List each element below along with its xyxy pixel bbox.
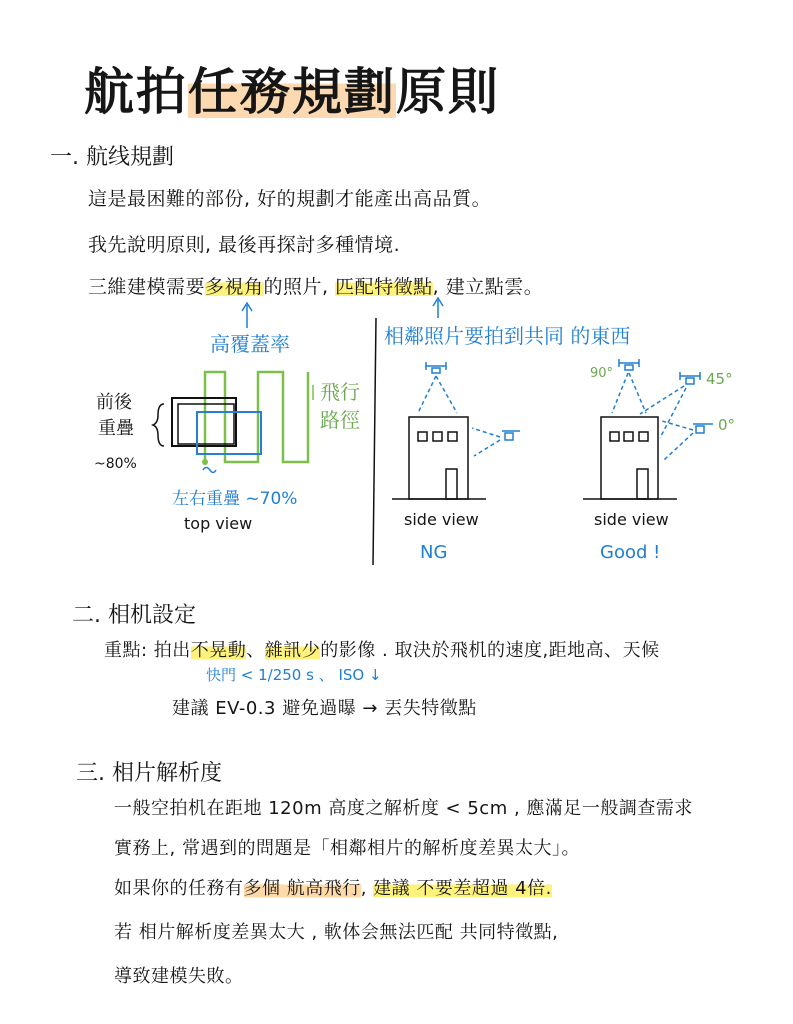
- highlight-max-4x: 建議 不要差超過 4倍.: [373, 878, 552, 899]
- highlight-low-noise: 雜訊少: [264, 640, 321, 661]
- side-view-right-label: side view: [594, 510, 669, 529]
- shutter-iso-note: 快門 < 1/250 s 、 ISO ↓: [206, 666, 382, 684]
- line1-pre: 拍出: [153, 640, 191, 661]
- line1-sep: 、: [246, 640, 265, 661]
- section3-line3: [114, 874, 552, 900]
- front-back-label-1: 前後: [96, 392, 132, 413]
- section3-line4: 若 相片解析度差異太大 , 軟体会無法匹配 共同特徵點,: [114, 922, 559, 943]
- overlap-label: 高覆蓋率: [210, 332, 290, 356]
- building-left: [409, 417, 468, 499]
- matching-label: 相鄰照片要拍到共同 的東西: [384, 324, 631, 348]
- line3-post: , 建立點雲。: [432, 276, 544, 298]
- drone-side-left-icon: [502, 431, 520, 440]
- section3-line2: 實務上, 常遇到的問題是「相鄰相片的解析度差異太大」。: [114, 838, 580, 859]
- section2-suggestion: 建議 EV-0.3 避免過曝 → 丟失特徵點: [172, 698, 477, 719]
- photo-frame-3: [197, 412, 261, 454]
- flight-path: [205, 372, 308, 462]
- section2-heading: 二. 相机設定: [72, 603, 196, 628]
- good-label: Good !: [600, 542, 661, 563]
- line1-post: 的影像 . 取決於飛机的速度,距地高、天候: [320, 640, 660, 661]
- flight-path-label-2: 路徑: [320, 408, 360, 432]
- ng-label: NG: [420, 542, 448, 563]
- highlight-multi-altitude: 多個 航高飛行: [243, 878, 361, 899]
- section3-line5: 導致建模失敗。: [114, 966, 244, 987]
- side-view-left-label: side view: [404, 510, 479, 529]
- section1-line2: 我先說明原則, 最後再探討多種情境.: [88, 234, 401, 256]
- highlight-no-shake: 不晃動: [190, 640, 247, 661]
- flight-path-start: [202, 459, 208, 465]
- highlight-match-features: 匹配特徵點: [335, 276, 433, 298]
- side-overlap-brace: [203, 468, 216, 473]
- key-label: 重點:: [104, 640, 154, 661]
- angle-90-label: 90°: [590, 366, 614, 381]
- front-back-label-2: 重疊: [98, 418, 134, 439]
- drone-top-left-icon: [426, 362, 446, 373]
- drone-0-icon: [693, 424, 713, 433]
- side-overlap-label: 左右重疊 ~70%: [172, 489, 298, 509]
- top-view-label: top view: [184, 514, 253, 533]
- angle-45-label: 45°: [706, 370, 733, 388]
- line3-mid: 的照片,: [263, 276, 336, 298]
- building-right: [601, 417, 658, 499]
- line3-pre: 三維建模需要: [88, 276, 206, 298]
- section3-line1: 一般空拍机在距地 120m 高度之解析度 < 5cm , 應滿足一般調查需求: [114, 798, 693, 819]
- section3-heading: 三. 相片解析度: [76, 761, 222, 786]
- title-part-2-highlighted: 任務規劃: [188, 63, 396, 121]
- highlight-multi-view: 多視角: [205, 276, 264, 298]
- flight-path-label-1: 飛行: [320, 380, 360, 404]
- section2-line1: [104, 636, 660, 662]
- section1-heading: 一. 航线規劃: [50, 145, 174, 170]
- drone-45-icon: [680, 372, 700, 384]
- drone-90-icon: [619, 359, 639, 370]
- diagram-divider: [373, 318, 376, 565]
- title-part-1: 航拍: [84, 63, 188, 121]
- angle-0-label: 0°: [718, 416, 736, 434]
- section1-line1: 這是最困難的部份, 好的規劃才能產出高品質。: [88, 188, 492, 210]
- title-part-3: 原則: [396, 63, 500, 121]
- front-back-pct: ~80%: [94, 456, 137, 472]
- front-back-brace: [153, 404, 164, 446]
- s3-line3-pre: 如果你的任務有: [114, 878, 244, 899]
- s3-line3-mid: ,: [360, 878, 374, 899]
